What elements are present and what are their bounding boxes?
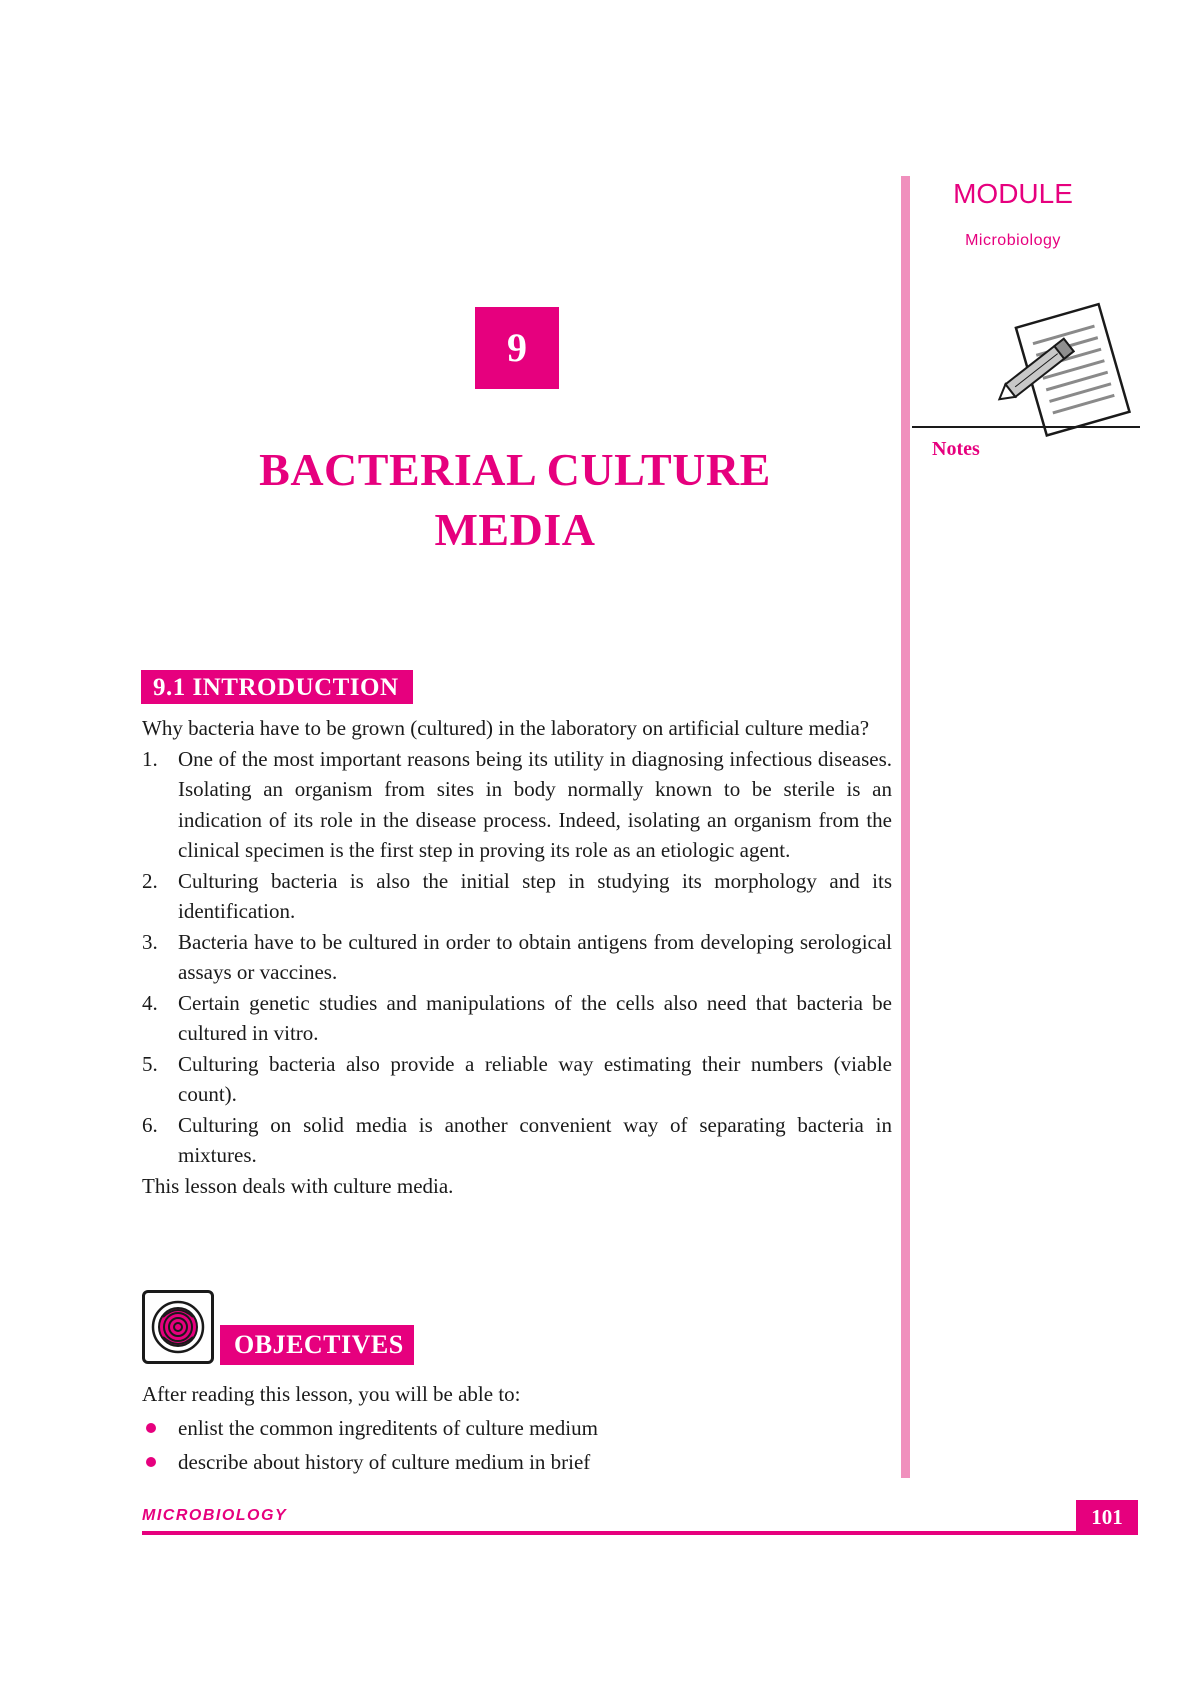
list-number: 4. [142,990,158,1015]
objectives-body [142,1377,892,1479]
list-item [142,1411,892,1445]
list-item [142,1049,892,1110]
list-number: 1. [142,746,158,771]
list-item [142,1110,892,1171]
notepad-pencil-icon [990,298,1140,446]
list-number: 6. [142,1112,158,1137]
chapter-title [160,440,870,560]
footer-label: MICROBIOLOGY [142,1507,288,1524]
chapter-number: 9 [475,307,559,389]
notes-label: Notes [932,438,980,460]
chapter-title-line: BACTERIAL CULTURE [259,444,771,495]
list-item-text: Culturing bacteria is also the initial step in studying its morphology and its identification. [178,868,892,923]
objectives-lead: After reading this lesson, you will be able to: [142,1382,521,1406]
introduction-closing: This lesson deals with culture media. [142,1173,454,1198]
section-heading-objectives: OBJECTIVES [220,1325,414,1365]
list-item-text: Bacteria have to be cultured in order to obtain antigens from developing serological assays or vaccines. [178,929,892,984]
list-item-text: describe about history of culture medium in brief [178,1450,591,1474]
list-number: 5. [142,1051,158,1076]
introduction-lead: Why bacteria have to be grown (cultured) in the laboratory on artificial culture media? [142,716,870,740]
list-item-text: enlist the common ingreditents of culture medium [178,1416,598,1440]
list-item-text: Certain genetic studies and manipulations of the cells also need that bacteria be cultured in vitro. [178,990,892,1045]
objectives-list [142,1411,892,1479]
chapter-title-line: MEDIA [434,504,596,555]
list-item-text: One of the most important reasons being its utility in diagnosing infectious diseases. Isolating an organism from sites in body normally known to be sterile is an indication of its role in the disease process. Indeed, isolating an organism from the clinical specimen is the first step in proving its role as an etiologic agent. [178,746,892,862]
list-item [142,927,892,988]
margin-divider [901,176,910,1478]
list-item [142,988,892,1049]
footer-rule [142,1531,1138,1535]
module-subject: Microbiology [965,232,1061,249]
bullet-icon [146,1423,156,1433]
list-item [142,744,892,866]
list-item [142,866,892,927]
list-item-text: Culturing bacteria also provide a reliable way estimating their numbers (viable count). [178,1051,892,1106]
section-heading-introduction: 9.1 INTRODUCTION [141,670,413,704]
bullet-icon [146,1457,156,1467]
list-number: 2. [142,868,158,893]
notes-rule [912,426,1140,428]
target-fingerprint-icon [142,1290,214,1364]
page-number: 101 [1076,1500,1138,1534]
introduction-body [142,713,892,1201]
module-label: MODULE [953,178,1073,209]
list-number: 3. [142,929,158,954]
reasons-list [142,744,892,1171]
list-item [142,1445,892,1479]
list-item-text: Culturing on solid media is another convenient way of separating bacteria in mixtures. [178,1112,892,1167]
